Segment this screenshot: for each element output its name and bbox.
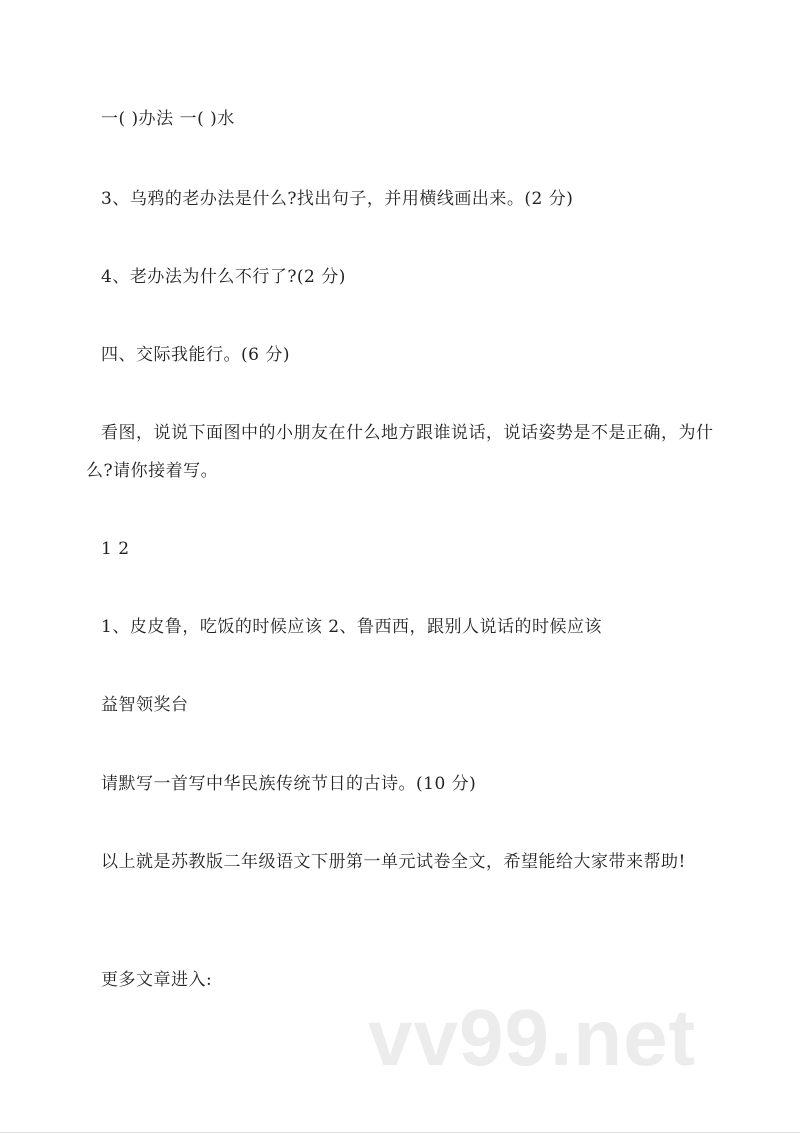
picture-prompt: 看图，说说下面图中的小朋友在什么地方跟谁说话，说话姿势是不是正确，为什么?请你接着写。 xyxy=(86,423,714,481)
section-4-heading: 四、交际我能行。(6 分) xyxy=(101,345,290,365)
bonus-heading: 益智领奖台 xyxy=(101,695,189,715)
closing-text: 以上就是苏教版二年级语文下册第一单元试卷全文，希望能给大家带来帮助! xyxy=(101,852,686,872)
page-edge xyxy=(0,1132,800,1133)
picture-questions: 1、皮皮鲁，吃饭的时候应该 2、鲁西西，跟别人说话的时候应该 xyxy=(101,617,603,637)
watermark: vv99.net xyxy=(368,993,697,1082)
question-4: 4、老办法为什么不行了?(2 分) xyxy=(101,267,346,287)
poem-question: 请默写一首写中华民族传统节日的古诗。(10 分) xyxy=(101,774,477,794)
question-3: 3、乌鸦的老办法是什么?找出句子，并用横线画出来。(2 分) xyxy=(101,189,574,209)
fill-in-blank-line: 一( )办法 一( )水 xyxy=(101,109,235,129)
more-articles-link[interactable]: 更多文章进入: xyxy=(101,970,213,990)
picture-numbers: 1 2 xyxy=(101,539,130,559)
